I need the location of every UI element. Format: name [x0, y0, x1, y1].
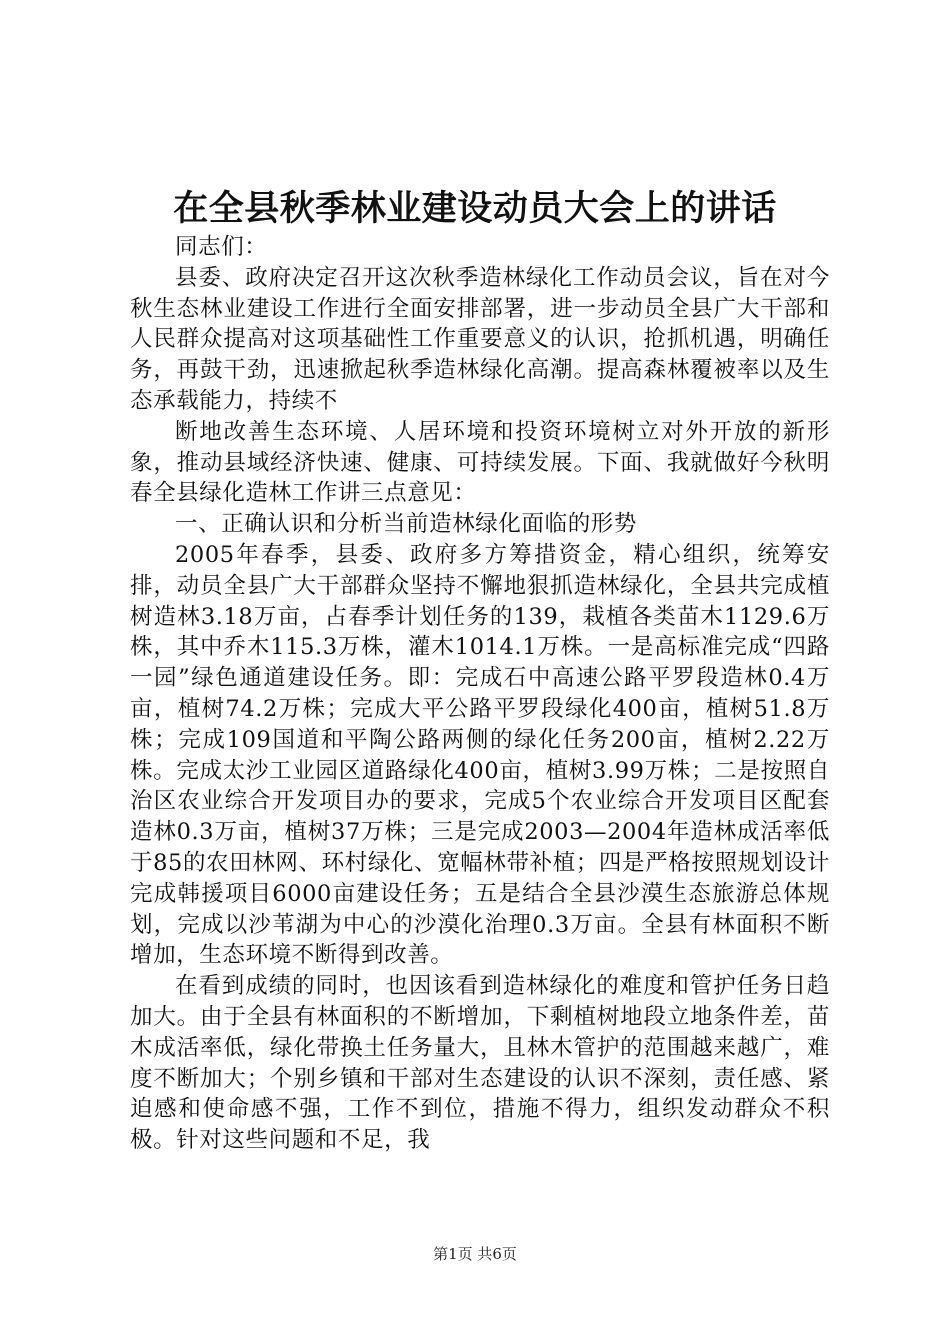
document-body: [130, 232, 830, 1156]
body-paragraph: 断地改善生态环境、人居环境和投资环境树立对外开放的新形象，推动县域经济快速、健康、可持续发展。下面、我就做好今秋明春全县绿化造林工作讲三点意见：: [130, 418, 830, 507]
body-paragraph: 在看到成绩的同时，也因该看到造林绿化的难度和管护任务日趋加大。由于全县有林面积的不断增加，下剩植树地段立地条件差，苗木成活率低，绿化带换土任务量大，且林木管护的范围越来越广，难度不断加大；个别乡镇和干部对生态建设的认识不深刻，责任感、紧迫感和使命感不强，工作不到位，措施不得力，组织发动群众不积极。针对这些问题和不足，我: [130, 973, 830, 1154]
document-title: 在全县秋季林业建设动员大会上的讲话: [173, 189, 777, 229]
body-paragraph: 县委、政府决定召开这次秋季造林绿化工作动员会议，旨在对今秋生态林业建设工作进行全面安排部署，进一步动员全县广大干部和人民群众提高对这项基础性工作重要意义的认识，抢抓机遇，明确任务，再鼓干劲，迅速掀起秋季造林绿化高潮。提高森林覆被率以及生态承载能力，持续不: [130, 264, 830, 414]
body-paragraph: 2005年春季，县委、政府多方筹措资金，精心组织，统筹安排，动员全县广大干部群众坚持不懈地狠抓造林绿化，全县共完成植树造林3.18万亩，占春季计划任务的139，栽植各类苗木1129.6万株，其中乔木115.3万株，灌木1014.1万株。一是高标准完成“四路一园”绿色通道建设任务。即：完成石中高速公路平罗段造林0.4万亩，植树74.2万株；完成大平公路平罗段绿化400亩，植树51.8万株；完成109国道和平陶公路两侧的绿化任务200亩，植树2.22万株。完成太沙工业园区道路绿化400亩，植树3.99万株；二是按照自治区农业综合开发项目办的要求，完成5个农业综合开发项目区配套造林0.3万亩，植树37万株；三是完成2003—2004年造林成活率低于85的农田林网、环村绿化、宽幅林带补植；四是严格按照规划设计完成韩援项目6000亩建设任务；五是结合全县沙漠生态旅游总体规划，完成以沙苇湖为中心的沙漠化治理0.3万亩。全县有林面积不断增加，生态环境不断得到改善。: [130, 541, 830, 969]
section-heading: 一、正确认识和分析当前造林绿化面临的形势: [175, 511, 638, 538]
salutation-paragraph: 同志们：: [175, 234, 268, 260]
page-number-footer: 第1页 共6页: [433, 1245, 517, 1263]
